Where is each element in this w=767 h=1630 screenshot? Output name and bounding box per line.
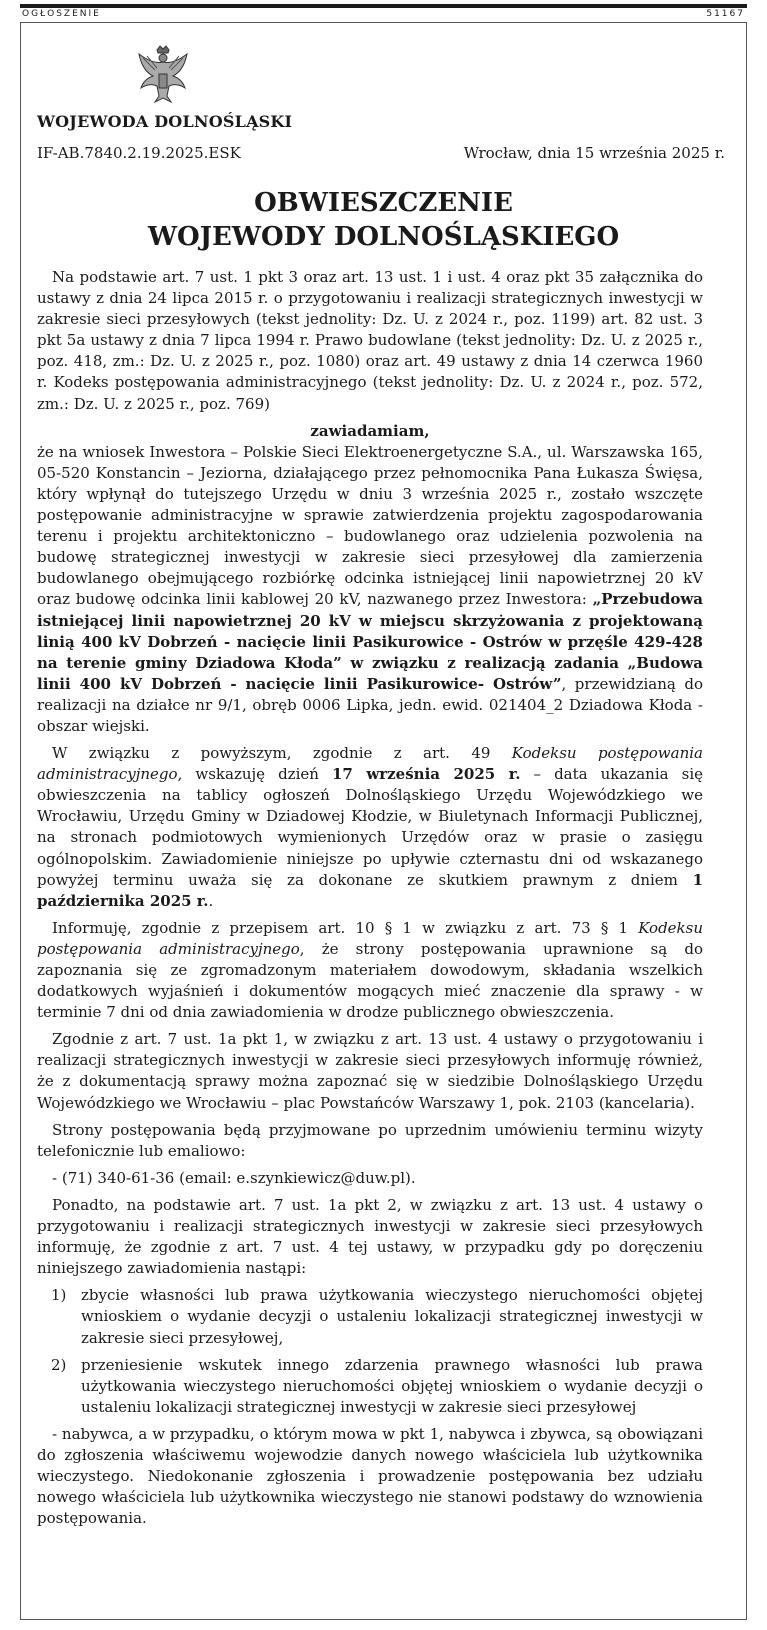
- issuer-name: WOJEWODA DOLNOŚLĄSKI: [37, 112, 293, 131]
- list-item-number: 2): [51, 1355, 67, 1374]
- header-section-label: OGŁOSZENIE: [22, 9, 101, 19]
- text-fragment: , wskazuję dzień: [177, 765, 332, 784]
- effective-date: 1 października 2025 r.: [37, 870, 703, 910]
- legal-basis-paragraph: Na podstawie art. 7 ust. 1 pkt 3 oraz art. 13 ust. 1 i ust. 4 oraz pkt 35 załącznika do ustawy z dnia 24 lipca 2015 r. o przygotowaniu i realizacji strategicznych inwestycji w zakresie sieci przesyłowych (tekst jednolity: Dz. U. z 2024 r., poz. 1199) art. 82 ust. 3 pkt 5a ustawy z dnia 7 lipca 1994 r. Prawo budowlane (tekst jednolity: Dz. U. z 2025 r., poz. 418, zm.: Dz. U. z 2025 r., poz. 1080) oraz art. 49 ustawy z dnia 14 czerwca 1960 r. Kodeks postępowania administracyjnego (tekst jednolity: Dz. U. z 2024 r., poz. 572, zm.: Dz. U. z 2025 r., poz. 769): [37, 268, 703, 413]
- announcement-date: 17 września 2025 r.: [331, 765, 521, 784]
- initiation-paragraph: [37, 442, 703, 737]
- list-item-number: 1): [51, 1286, 67, 1305]
- documentation-paragraph: Zgodnie z art. 7 ust. 1a pkt 1, w związku z art. 13 ust. 4 ustawy o przygotowaniu i realizacji strategicznych inwestycji w zakresie sieci przesyłowych informuję również, że z dokumentacją sprawy można zapoznać się w siedzibie Dolnośląskiego Urzędu Wojewódzkiego we Wrocławiu – plac Powstańców Warszawy 1, pok. 2103 (kancelaria).: [37, 1030, 703, 1112]
- list-item: [37, 1355, 703, 1418]
- list-item-text: przeniesienie wskutek innego zdarzenia prawnego własności lub prawa użytkowania wieczystego nieruchomości objętej wnioskiem o wydanie decyzji o ustaleniu lokalizacji strategicznej inwestycji w zakresie sieci przesyłowej: [81, 1355, 703, 1416]
- notify-heading: zawiadamiam,: [310, 421, 430, 440]
- text-fragment: Informuję, zgodnie z przepisem art. 10 § 1 w związku z art. 73 § 1: [52, 918, 639, 937]
- list-item-text: zbycie własności lub prawa użytkowania wieczystego nieruchomości objętej wnioskiem o wydanie decyzji o ustaleniu lokalizacji strategicznej inwestycji w zakresie sieci przesyłowej,: [81, 1286, 703, 1347]
- appointments-paragraph: Strony postępowania będą przyjmowane po uprzednim umówieniu terminu wizyty telefonicznie lub emaliowo:: [37, 1120, 703, 1160]
- polish-eagle-emblem-icon: [133, 44, 193, 106]
- evidence-paragraph: [37, 918, 703, 1023]
- contact-line: - (71) 340-61-36 (email: e.szynkiewicz@duw.pl).: [52, 1168, 416, 1187]
- list-item: [37, 1285, 703, 1348]
- initiation-text: że na wniosek Inwestora – Polskie Sieci Elektroenergetyczne S.A., ul. Warszawska 165, 05-520 Konstancin – Jeziorna, działającego przez pełnomocnika Pana Łukasza Święsa, który wpłynął do tutejszego Urzędu w dniu 3 września 2025 r., zostało wszczęte postępowanie administracyjne w sprawie zatwierdzenia projektu zagospodarowania terenu i projektu architektoniczno – budowlanego oraz udzielenia pozwolenia na budowę strategicznej inwestycji w zakresie sieci przesyłowej dla zamierzenia budowlanego obejmującego rozbiórkę odcinka istniejącej linii napowietrznej 20 kV oraz budowę odcinka linii kablowej 20 kV, nazwanego przez Inwestora:: [37, 442, 703, 609]
- reference-number: IF-AB.7840.2.19.2025.ESK: [37, 144, 241, 162]
- page-header: [20, 8, 747, 22]
- initiation-plot: , przewidzianą do realizacji na działce nr 9/1, obręb 0006 Lipka, jedn. ewid. 021404_2 Dziadowa Kłoda - obszar wiejski.: [37, 674, 703, 735]
- text-fragment: .: [208, 891, 214, 910]
- notice-body: [37, 267, 703, 1535]
- code-reference: Kodeksu postępowania administracyjnego: [37, 744, 703, 784]
- place-and-date: Wrocław, dnia 15 września 2025 r.: [463, 144, 725, 162]
- title-line-2: WOJEWODY DOLNOŚLĄSKIEGO: [147, 222, 620, 252]
- announcement-date-paragraph: [37, 743, 703, 912]
- investment-name: „Przebudowa istniejącej linii napowietrznej 20 kV w miejscu skrzyżowania z projektowaną linią 400 kV Dobrzeń - nacięcie linii Pasikurowice - Ostrów w przęśle 429-428 na terenie gminy Dziadowa Kłoda” w związku z realizacją zadania „Budowa linii 400 kV Dobrzeń - nacięcie linii Pasikurowice- Ostrów”: [37, 590, 703, 693]
- title-line-1: OBWIESZCZENIE: [254, 188, 513, 218]
- text-fragment: , że strony postępowania uprawnione są do zapoznania się ze zgromadzonym materiałem dowodowym, składania wszelkich dodatkowych wyjaśnień i dokumentów mogących mieć znaczenie dla sprawy - w terminie 7 dni od dnia zawiadomienia w drodze publicznego obwieszczenia.: [37, 939, 703, 1022]
- header-page-number: 51167: [706, 9, 745, 19]
- transfer-paragraph: Ponadto, na podstawie art. 7 ust. 1a pkt 2, w związku z art. 13 ust. 4 ustawy o przygotowaniu i realizacji strategicznych inwestycji w zakresie sieci przesyłowych informuję, że zgodnie z art. 7 ust. 4 tej ustawy, w przypadku gdy po doręczeniu niniejszego zawiadomienia nastąpi:: [37, 1195, 703, 1278]
- text-fragment: W związku z powyższym, zgodnie z art. 49: [52, 744, 512, 763]
- text-fragment: – data ukazania się obwieszczenia na tablicy ogłoszeń Dolnośląskiego Urzędu Wojewódzkiego we Wrocławiu, Urzędu Gminy w Dziadowej Kłodzie, w Biuletynach Informacji Publicznej, na stronach podmiotowych wymienionych Urzędów oraz w prasie o zasięgu ogólnopolskim. Zawiadomienie niniejsze po upływie czternastu dni od wskazanego powyżej terminu uważa się za dokonane ze skutkiem prawnym z dniem: [37, 765, 703, 889]
- obligations-paragraph: - nabywca, a w przypadku, o którym mowa w pkt 1, nabywca i zbywca, są obowiązani do zgłoszenia właściwemu wojewodzie danych nowego właściciela lub użytkownika wieczystego. Niedokonanie zgłoszenia i prowadzenie postępowania bez udziału nowego właściciela lub użytkownika wieczystego nie stanowi podstawy do wznowienia postępowania.: [37, 1424, 703, 1528]
- conditions-list: [37, 1285, 703, 1418]
- document-title: [20, 186, 747, 254]
- code-reference: Kodeksu postępowania administracyjnego: [37, 918, 703, 958]
